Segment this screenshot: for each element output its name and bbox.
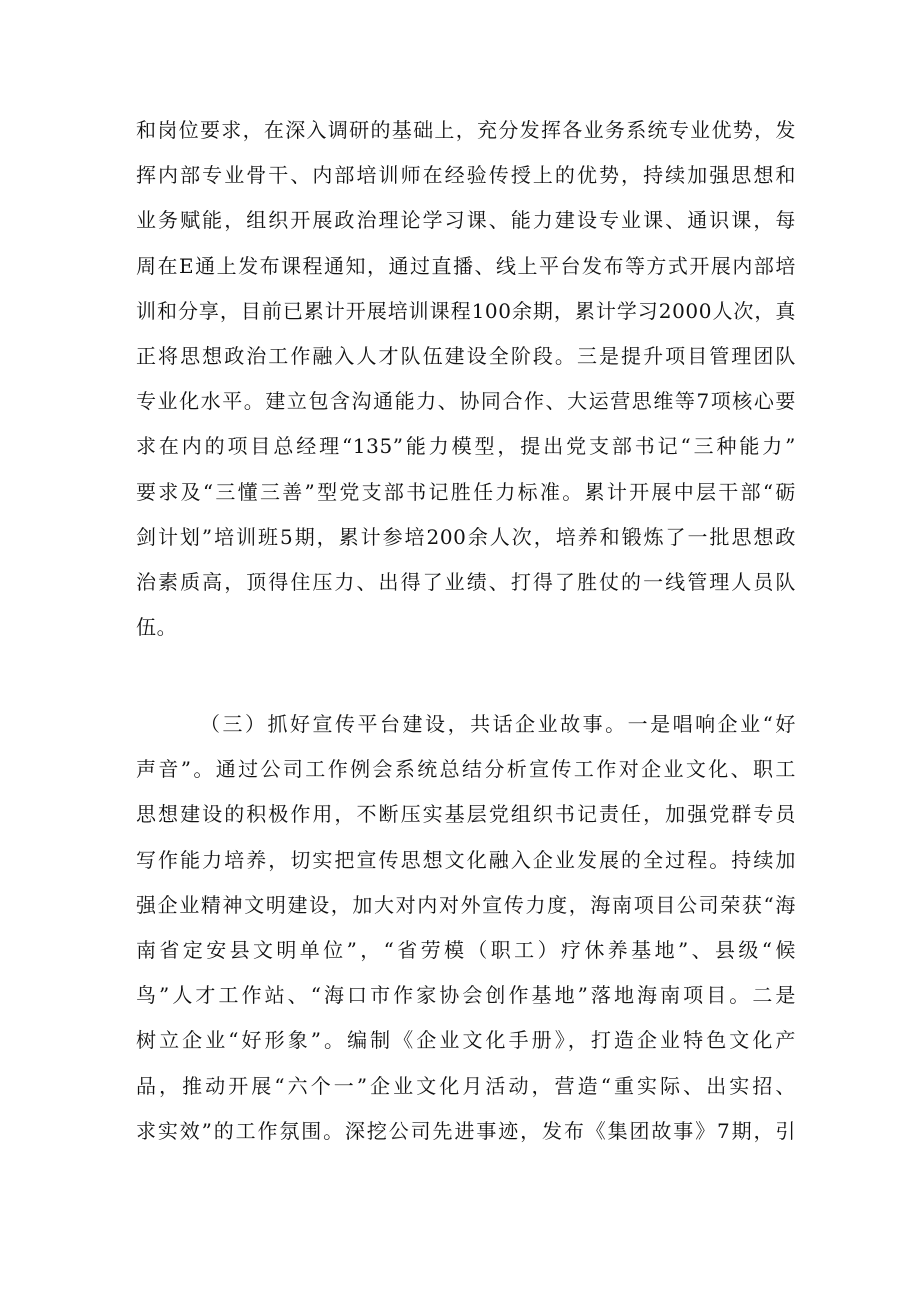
text-line: 要求及“三懂三善”型党支部书记胜任力标准。累计开展中层干部“砺 [136, 479, 796, 504]
text-line: 专业化水平。建立包含沟通能力、协同合作、大运营思维等7项核心要 [136, 389, 796, 414]
paragraph-one [136, 108, 796, 650]
text-line: 治素质高，顶得住压力、出得了业绩、打得了胜仗的一线管理人员队 [136, 569, 796, 594]
text-line: 挥内部专业骨干、内部培训师在经验传授上的优势，持续加强思想和 [136, 163, 796, 188]
text-line: 写作能力培养，切实把宣传思想文化融入企业发展的全过程。持续加 [136, 847, 796, 872]
text-line: 剑计划”培训班5期，累计参培200余人次，培养和锻炼了一批思想政 [136, 524, 796, 549]
paragraph-two [136, 702, 796, 1154]
text-line: 南省定安县文明单位”，“省劳模（职工）疗休养基地”、县级“候 [136, 937, 796, 962]
text-line: 正将思想政治工作融入人才队伍建设全阶段。三是提升项目管理团队 [136, 343, 796, 368]
text-line: 思想建设的积极作用，不断压实基层党组织书记责任，加强党群专员 [136, 802, 796, 827]
text-line: 业务赋能，组织开展政治理论学习课、能力建设专业课、通识课，每 [136, 208, 796, 233]
text-line: 声音”。通过公司工作例会系统总结分析宣传工作对企业文化、职工 [136, 757, 796, 782]
text-line: 训和分享，目前已累计开展培训课程100余期，累计学习2000人次，真 [136, 298, 796, 323]
text-line: （三）抓好宣传平台建设，共话企业故事。一是唱响企业“好 [200, 712, 796, 736]
text-line: 树立企业“好形象”。编制《企业文化手册》，打造企业特色文化产 [136, 1028, 796, 1053]
text-line: 鸟”人才工作站、“海口市作家协会创作基地”落地海南项目。二是 [136, 983, 796, 1008]
text-line: 求在内的项目总经理“135”能力模型，提出党支部书记“三种能力” [136, 434, 796, 459]
text-line: 和岗位要求，在深入调研的基础上，充分发挥各业务系统专业优势，发 [136, 118, 796, 142]
text-line: 强企业精神文明建设，加大对内对外宣传力度，海南项目公司荣获“海 [136, 892, 796, 917]
text-line: 品，推动开展“六个一”企业文化月活动，营造“重实际、出实招、 [136, 1073, 796, 1098]
text-line: 伍。 [136, 615, 178, 640]
text-line: 周在E通上发布课程通知，通过直播、线上平台发布等方式开展内部培 [136, 253, 796, 278]
text-line: 求实效”的工作氛围。深挖公司先进事迹，发布《集团故事》7期，引 [136, 1118, 796, 1143]
